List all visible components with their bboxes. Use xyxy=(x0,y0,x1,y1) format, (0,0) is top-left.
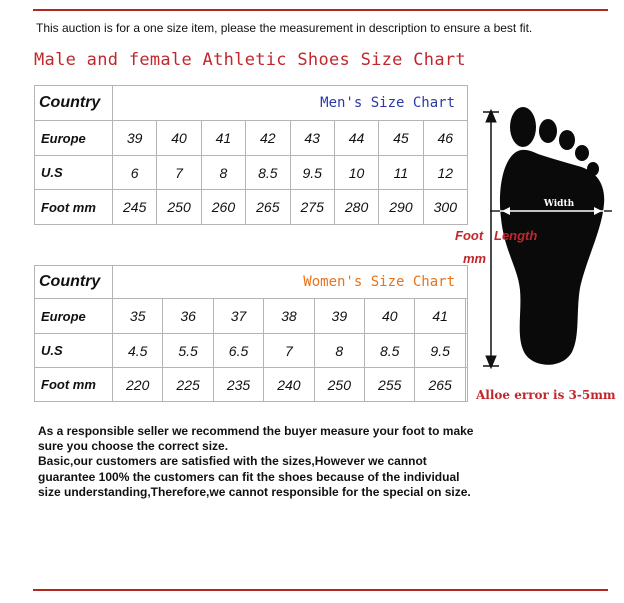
table-cell: 250 xyxy=(314,368,364,402)
table-cell: 240 xyxy=(264,368,314,402)
table-cell: 8 xyxy=(201,156,245,190)
top-rule xyxy=(33,9,608,11)
page-title: Male and female Athletic Shoes Size Chart xyxy=(34,50,466,70)
table-cell: 42 xyxy=(246,121,290,156)
table-cell: 38 xyxy=(264,299,314,334)
table-row xyxy=(35,299,468,334)
table-cell: 8 xyxy=(314,334,364,368)
table-cell: 43 xyxy=(290,121,334,156)
row-label: Europe xyxy=(35,121,113,156)
table-row xyxy=(35,190,468,225)
table-cell: 265 xyxy=(246,190,290,225)
table-cell: 10 xyxy=(334,156,378,190)
table-cell: 225 xyxy=(163,368,213,402)
table-cell: 40 xyxy=(157,121,201,156)
error-note: Alloe error is 3-5mm xyxy=(476,388,616,402)
table-cell: 7 xyxy=(264,334,314,368)
table-row xyxy=(35,121,468,156)
men-chart-title: Men's Size Chart xyxy=(113,86,468,121)
table-cell: 220 xyxy=(113,368,163,402)
men-size-table xyxy=(34,85,468,225)
table-cell: 45 xyxy=(379,121,423,156)
table-cell: 290 xyxy=(379,190,423,225)
table-row xyxy=(35,156,468,190)
table-cell: 6 xyxy=(113,156,157,190)
table-cell: 12 xyxy=(423,156,467,190)
disclaimer-line-2: Basic,our customers are satisfied with the sizes,However we cannot guarantee 100% the customers can fit the shoes because of the individual size understanding,Therefore,we cannot responsible for the special on size. xyxy=(38,454,471,499)
unit-label: mm xyxy=(463,251,487,266)
table-cell: 39 xyxy=(314,299,364,334)
table-cell xyxy=(465,334,467,368)
bottom-rule xyxy=(33,589,608,591)
table-cell: 41 xyxy=(415,299,465,334)
foot-label: Foot xyxy=(455,228,484,243)
table-cell: 8.5 xyxy=(365,334,415,368)
table-cell: 36 xyxy=(163,299,213,334)
table-cell: 300 xyxy=(423,190,467,225)
table-cell: 6.5 xyxy=(213,334,263,368)
disclaimer-line-1: As a responsible seller we recommend the buyer measure your foot to make sure you choose the correct size. xyxy=(38,424,474,454)
table-cell: 280 xyxy=(334,190,378,225)
row-label: U.S xyxy=(35,334,113,368)
table-cell xyxy=(465,368,467,402)
row-label: Foot mm xyxy=(35,368,113,402)
women-size-table xyxy=(34,265,468,402)
table-cell: 4.5 xyxy=(113,334,163,368)
table-cell: 41 xyxy=(201,121,245,156)
table-cell: 40 xyxy=(365,299,415,334)
table-cell: 250 xyxy=(157,190,201,225)
row-label: U.S xyxy=(35,156,113,190)
women-chart-title: Women's Size Chart xyxy=(113,266,468,299)
table-cell: 11 xyxy=(379,156,423,190)
disclaimer-paragraph xyxy=(38,424,478,500)
table-row xyxy=(35,334,468,368)
row-label: Europe xyxy=(35,299,113,334)
table-cell: 35 xyxy=(113,299,163,334)
notice-text: This auction is for a one size item, please the measurement in description to ensure a best fit. xyxy=(36,21,533,35)
women-country-header: Country xyxy=(35,266,113,299)
table-cell: 275 xyxy=(290,190,334,225)
table-cell: 235 xyxy=(213,368,263,402)
row-label: Foot mm xyxy=(35,190,113,225)
width-label: Width xyxy=(543,199,575,209)
table-cell: 44 xyxy=(334,121,378,156)
table-cell: 260 xyxy=(201,190,245,225)
table-cell: 46 xyxy=(423,121,467,156)
table-cell: 255 xyxy=(365,368,415,402)
table-cell: 8.5 xyxy=(246,156,290,190)
table-cell: 9.5 xyxy=(290,156,334,190)
table-cell: 9.5 xyxy=(415,334,465,368)
table-cell: 5.5 xyxy=(163,334,213,368)
table-row xyxy=(35,368,468,402)
table-cell xyxy=(465,299,467,334)
table-cell: 39 xyxy=(113,121,157,156)
table-cell: 37 xyxy=(213,299,263,334)
length-label: Length xyxy=(494,228,538,243)
table-cell: 245 xyxy=(113,190,157,225)
table-cell: 265 xyxy=(415,368,465,402)
men-country-header: Country xyxy=(35,86,113,121)
table-cell: 7 xyxy=(157,156,201,190)
